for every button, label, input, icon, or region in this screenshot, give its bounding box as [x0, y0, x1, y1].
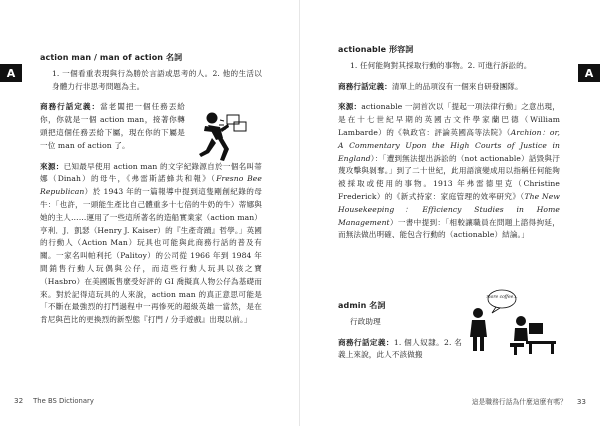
right-column-admin — [338, 300, 462, 370]
left-footer — [14, 396, 94, 405]
right-footer — [472, 396, 586, 406]
definition: 1. 一個看重表現與行為勝於言語或思考的人。2. 他的生活以身體力行非思考問題為主。 — [52, 68, 262, 91]
business-definition-text: 清單上的品項沒有一個來自研發團隊。 — [391, 81, 523, 91]
source-publication: Fresno Bee Republican — [40, 174, 262, 197]
business-definition-text: 1. 個人奴隸。2. 名義上來說，此人不該做搬 — [338, 337, 462, 360]
running-man-with-papers-icon — [190, 108, 250, 164]
business-definition — [338, 81, 560, 94]
headword: actionable 形容詞 — [338, 45, 414, 54]
thumb-index-tab: A — [578, 64, 600, 82]
business-definition — [40, 101, 185, 152]
source-text-a: 已知最早使用 action man 的文字紀錄源自於一個名叫蒂娜（Dinah）的母牛，《弗雷斯諾蜂共和報》（ — [40, 161, 262, 184]
source-text-b: ）：「遭到無法提出訴訟的（not actionable）話毀與汙蔑攻擊與剝奪。」到了二十世紀，此用語演變成用以指稱任何能夠被採取或使用的事物。1913 年弗雷德里克（Christine Frederick）的《新式持家：家庭管理的效率研究》（ — [338, 153, 560, 201]
source-label: 來源： — [40, 161, 64, 171]
source-publication-2: The New Housekeeping：Efficiency Studies in Home Management — [338, 191, 560, 227]
business-definition-admin — [338, 337, 462, 363]
definition-admin: 行政助理 — [350, 316, 381, 326]
source-paragraph — [40, 161, 262, 327]
source-publication: Archion：or, A Commentary Upon the High Courts of Justice in England — [338, 127, 561, 163]
running-title: The BS Dictionary — [33, 396, 94, 405]
source-label: 來源： — [338, 102, 362, 112]
business-definition-label: 商務行話定義： — [338, 337, 394, 347]
right-column-top — [338, 44, 560, 250]
speech-bubble-text: more coffee... — [486, 295, 518, 300]
running-title: 這是職務行話為什麼這麼有嗎？ — [471, 398, 567, 406]
source-paragraph — [338, 101, 560, 242]
business-definition-label: 商務行話定義： — [338, 81, 392, 91]
source-text-c: ）一書中提到：「相較讓職員在問題上諮得拘延，而無法做出明確、能包含行動的（actionable）結論。」 — [338, 217, 560, 240]
source-text-a: actionable 一詞首次以「提起一項法律行動」之意出現，是在十七世紀早期的英國古文件學家蘭巴德（William Lambarde）的《執政官：評論英國高等法院》（ — [338, 102, 560, 137]
headword: action man / man of action 名詞 — [40, 53, 183, 62]
definition: 1. 任何能夠對其採取行動的事物。2. 可進行訴訟的。 — [350, 60, 532, 70]
thumb-index-tab: A — [0, 64, 22, 82]
business-definition-text: 當老闆把一個任務丟給你，你就是一個 action man，接著你轉頭把這個任務丟給下屬，現在你的下屬是一位 man of action 了。 — [40, 102, 186, 150]
page-number: 32 — [14, 396, 24, 405]
page-number: 33 — [576, 396, 586, 406]
source-text-b: ）於 1943 年的一篇報導中提到這隻剛創紀錄的母牛：「也許，一頭能生產比自己體重多十七倍的牛奶的牛）蒂娜與她的主人……運用了一些這所著名的造船實業家（action man）亨利．J．凱瑟（Henry J. Kaiser）的『生產奇蹟』哲學。」英國的行動人（Action Man）玩具也可能與此商務行話的普及有關。一家名叫帕利托（Palitoy）的公司從 1966 年到 1984 年間銷售行動人玩偶與公仔，而這些行動人玩具以孩之寶（Hasbro）在美國販售麼受好評的 GI 喬擬真人物公仔為基礎而來。對於記得這玩具的人來說，action man 的真正意思可能是「不斷在最強烈的打鬥過程中一再慘死的超級英雄一當然，是在肯尼與芭比的更換烈的新型態『打門 / 分手遊戲』出現以前。」 — [40, 187, 262, 325]
headword-admin: admin 名詞 — [338, 301, 386, 310]
admin-at-desk-with-boss-icon — [466, 287, 558, 357]
business-definition-label: 商務行話定義： — [40, 102, 101, 112]
left-column — [40, 52, 262, 335]
